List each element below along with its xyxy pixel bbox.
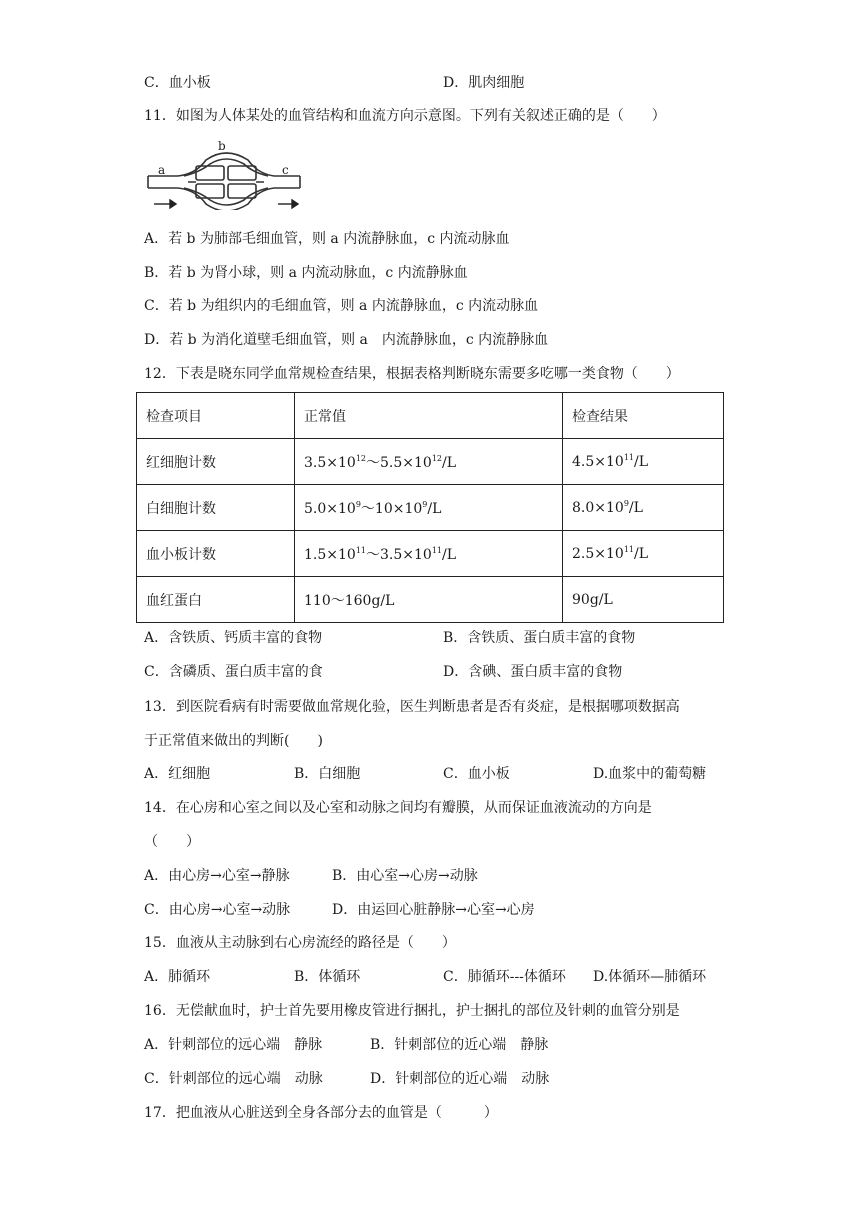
q12-option-b: B．含铁质、蛋白质丰富的食物 [443, 630, 636, 646]
q15-option-a: A．肺循环 [144, 969, 211, 985]
table-cell-result: $8.0\times 10^9/L$ [563, 485, 724, 531]
q12-option-a: A．含铁质、钙质丰富的食物 [144, 630, 323, 646]
q12-option-c: C．含磷质、蛋白质丰富的食 [144, 664, 323, 680]
q12-option-d: D．含碘、蛋白质丰富的食物 [443, 664, 623, 680]
q16-option-d: D．针刺部位的近心端 动脉 [370, 1071, 550, 1087]
table-header: 检查结果 [563, 393, 724, 439]
blood-test-table [136, 392, 724, 623]
table-cell-result: $2.5\times 10^{11}/L$ [563, 531, 724, 577]
label-c: c [282, 163, 289, 177]
q10-option-d: D．肌肉细胞 [443, 75, 525, 91]
q13-stem-line1: 13．到医院看病有时需要做血常规化验，医生判断患者是否有炎症，是根据哪项数据高 [144, 699, 680, 715]
q13-option-a: A．红细胞 [144, 766, 211, 782]
table-cell-result: $4.5\times 10^{11}/L$ [563, 439, 724, 485]
blood-vessel-diagram [144, 138, 314, 210]
q15-stem: 15．血液从主动脉到右心房流经的路径是（ ） [144, 935, 456, 951]
table-row [137, 485, 724, 531]
q16-option-a: A．针刺部位的远心端 静脉 [144, 1037, 323, 1053]
table-cell-normal: $5.0\times 10^9\sim 10\times 10^9/L$ [295, 485, 563, 531]
q12-stem: 12．下表是晓东同学血常规检查结果，根据表格判断晓东需要多吃哪一类食物（ ） [144, 366, 680, 382]
table-cell-item: 血红蛋白 [137, 577, 295, 623]
q13-option-d: D.血浆中的葡萄糖 [593, 766, 707, 782]
q11-option-a: A．若 b 为肺部毛细血管，则 a 内流静脉血，c 内流动脉血 [144, 231, 510, 247]
q14-option-a: A．由心房→心室→静脉 [144, 868, 290, 884]
q11-option-b: B．若 b 为肾小球，则 a 内流动脉血，c 内流静脉血 [144, 265, 468, 281]
q14-option-b: B．由心室→心房→动脉 [332, 868, 478, 884]
q15-option-b: B．体循环 [294, 969, 361, 985]
table-cell-normal: 110～160g/L [295, 577, 563, 623]
table-cell-normal: $1.5\times 10^{11}\sim 3.5\times 10^{11}/L$ [295, 531, 563, 577]
q17-stem: 17．把血液从心脏送到全身各部分去的血管是（ ） [144, 1105, 498, 1121]
q10-option-c: C．血小板 [144, 75, 211, 91]
table-header: 检查项目 [137, 393, 295, 439]
q15-option-c: C．肺循环---体循环 [443, 969, 566, 985]
q13-option-c: C．血小板 [443, 766, 510, 782]
q13-stem-line2: 于正常值来做出的判断( ) [144, 733, 323, 749]
q13-option-b: B．白细胞 [294, 766, 361, 782]
label-b: b [218, 139, 226, 153]
q16-stem: 16．无偿献血时，护士首先要用橡皮管进行捆扎，护士捆扎的部位及针刺的血管分别是 [144, 1003, 680, 1019]
q11-stem: 11．如图为人体某处的血管结构和血流方向示意图。下列有关叙述正确的是（ ） [144, 108, 666, 124]
q16-option-c: C．针刺部位的远心端 动脉 [144, 1071, 323, 1087]
table-header: 正常值 [295, 393, 563, 439]
table-row [137, 531, 724, 577]
table-row [137, 577, 724, 623]
table-header-row [137, 393, 724, 439]
table-cell-normal: $3.5\times 10^{12}\sim 5.5\times 10^{12}/L$ [295, 439, 563, 485]
q14-stem-line2: （ ） [144, 834, 200, 850]
q14-option-c: C．由心房→心室→动脉 [144, 902, 291, 918]
q14-stem-line1: 14．在心房和心室之间以及心室和动脉之间均有瓣膜，从而保证血液流动的方向是 [144, 800, 652, 816]
table-cell-item: 红细胞计数 [137, 439, 295, 485]
q11-option-d: D．若 b 为消化道壁毛细血管，则 a 内流静脉血，c 内流静脉血 [144, 332, 549, 348]
table-row [137, 439, 724, 485]
label-a: a [158, 163, 166, 177]
table-cell-item: 血小板计数 [137, 531, 295, 577]
table-cell-result: 90g/L [563, 577, 724, 623]
q11-option-c: C．若 b 为组织内的毛细血管，则 a 内流静脉血，c 内流动脉血 [144, 298, 539, 314]
q15-option-d: D.体循环—肺循环 [593, 969, 707, 985]
q14-option-d: D．由运回心脏静脉→心室→心房 [332, 902, 535, 918]
table-cell-item: 白细胞计数 [137, 485, 295, 531]
q16-option-b: B．针刺部位的近心端 静脉 [370, 1037, 549, 1053]
